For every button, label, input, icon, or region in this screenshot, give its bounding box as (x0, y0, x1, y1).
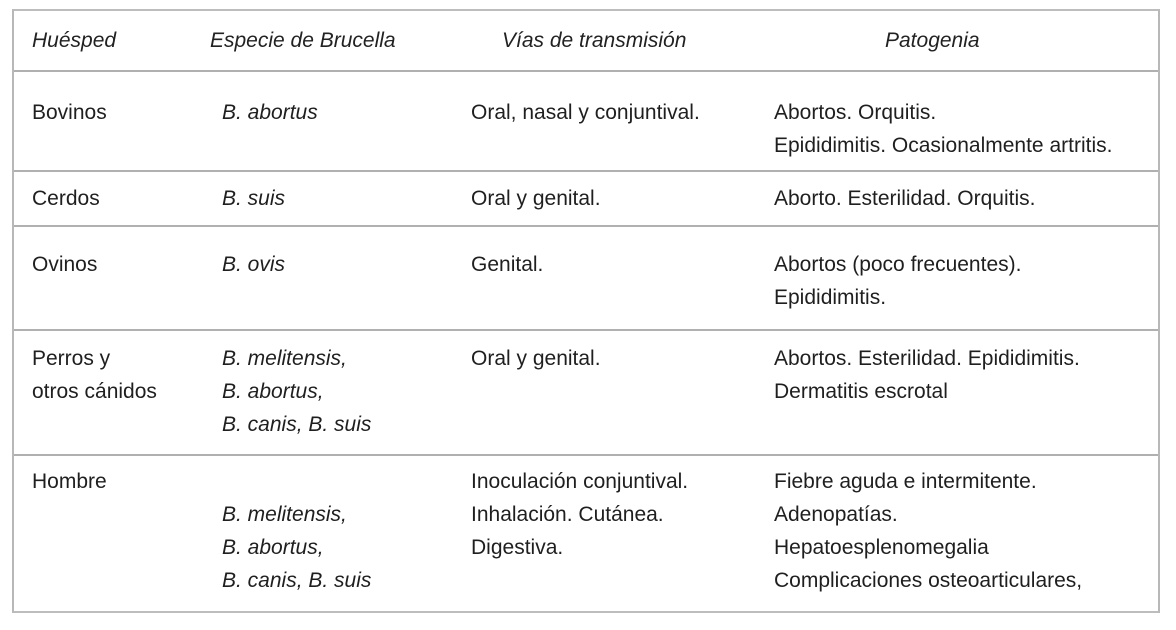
cell-pathogenesis: Aborto. Esterilidad. Orquitis. (774, 187, 1036, 210)
cell-transmission: Oral, nasal y conjuntival. (471, 101, 700, 124)
cell-host: Cerdos (32, 187, 100, 210)
table-row-perros (14, 331, 1158, 456)
header-huesped: Huésped (32, 29, 117, 52)
table-row-hombre (14, 456, 1158, 611)
header-patogenia: Patogenia (885, 29, 980, 52)
cell-transmission: Oral y genital. (471, 347, 601, 370)
table-header (14, 11, 1158, 72)
cell-pathogenesis: Fiebre aguda e intermitente. Adenopatías. Hepatoesplenomegalia Complicaciones osteoarticulares, (774, 470, 1083, 592)
cell-pathogenesis: Abortos (poco frecuentes). Epididimitis. (774, 253, 1022, 309)
cell-species: B. melitensis, B. abortus, B. canis, B. suis (222, 347, 372, 436)
cell-species: B. melitensis, B. abortus, B. canis, B. suis (222, 503, 372, 592)
header-especie: Especie de Brucella (210, 29, 396, 52)
cell-host: Perros y otros cánidos (32, 347, 157, 403)
cell-transmission: Genital. (471, 253, 544, 276)
header-vias: Vías de transmisión (502, 29, 687, 52)
table-row-ovinos (14, 227, 1158, 331)
cell-host: Hombre (32, 470, 107, 493)
table-row-bovinos (14, 72, 1158, 172)
cell-transmission: Inoculación conjuntival. Inhalación. Cutánea. Digestiva. (471, 470, 689, 559)
cell-species: B. abortus (222, 101, 318, 124)
cell-species: B. suis (222, 187, 286, 210)
cell-host: Ovinos (32, 253, 98, 276)
cell-species: B. ovis (222, 253, 286, 276)
cell-pathogenesis: Abortos. Esterilidad. Epididimitis. Dermatitis escrotal (774, 347, 1080, 403)
brucella-table (12, 9, 1160, 613)
cell-pathogenesis: Abortos. Orquitis. Epididimitis. Ocasionalmente artritis. (774, 101, 1113, 157)
table-row-cerdos (14, 172, 1158, 227)
cell-transmission: Oral y genital. (471, 187, 601, 210)
cell-host: Bovinos (32, 101, 107, 124)
